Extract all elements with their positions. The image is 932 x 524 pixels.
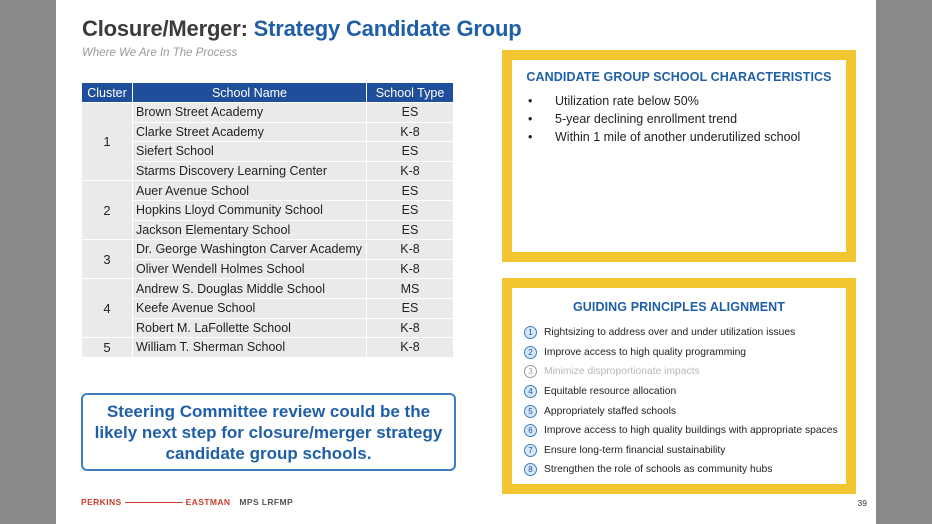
school-name: Brown Street Academy (133, 103, 367, 123)
school-type: ES (367, 181, 454, 201)
characteristic-text: Within 1 mile of another underutilized school (555, 130, 801, 144)
logo-divider (125, 502, 183, 503)
page-number: 39 (857, 498, 867, 508)
list-item (528, 92, 846, 110)
characteristics-box (502, 50, 856, 262)
table-row (82, 279, 454, 299)
characteristic-text: Utilization rate below 50% (555, 94, 699, 108)
school-name: Oliver Wendell Holmes School (133, 259, 367, 279)
list-item (524, 343, 846, 363)
school-type: K-8 (367, 161, 454, 181)
school-type: K-8 (367, 318, 454, 338)
table-row (82, 122, 454, 142)
program-name: MPS LRFMP (239, 497, 294, 507)
list-item-faded (524, 362, 846, 382)
bullet-icon: • (528, 130, 533, 144)
cluster-cell: 5 (82, 338, 133, 358)
table-row (82, 200, 454, 220)
list-item (524, 401, 846, 421)
school-name: Clarke Street Academy (133, 122, 367, 142)
title-part1: Closure/Merger: (82, 16, 248, 41)
slide-title (82, 16, 521, 42)
list-item (524, 421, 846, 441)
principle-text: Improve access to high quality buildings with appropriate spaces (544, 425, 838, 437)
school-name: Auer Avenue School (133, 181, 367, 201)
school-name: Jackson Elementary School (133, 220, 367, 240)
school-type: K-8 (367, 240, 454, 260)
school-type: ES (367, 103, 454, 123)
header-school-name: School Name (133, 83, 367, 103)
table-row (82, 161, 454, 181)
school-type: ES (367, 142, 454, 162)
table-header-row (82, 83, 454, 103)
table-row (82, 181, 454, 201)
school-name: Robert M. LaFollette School (133, 318, 367, 338)
number-circle-icon: 1 (524, 326, 537, 339)
characteristics-title: CANDIDATE GROUP SCHOOL CHARACTERISTICS (526, 70, 832, 84)
school-type: ES (367, 298, 454, 318)
list-item (524, 460, 846, 480)
table-row (82, 259, 454, 279)
characteristic-text: 5-year declining enrollment trend (555, 112, 738, 126)
table-row (82, 220, 454, 240)
school-type: MS (367, 279, 454, 299)
bullet-icon: • (528, 94, 533, 108)
principle-text: Appropriately staffed schools (544, 405, 677, 417)
table-row (82, 338, 454, 358)
principle-text: Equitable resource allocation (544, 386, 677, 398)
principle-text: Improve access to high quality programming (544, 346, 747, 358)
table-row (82, 142, 454, 162)
school-name: Dr. George Washington Carver Academy (133, 240, 367, 260)
principles-title: GUIDING PRINCIPLES ALIGNMENT (572, 300, 786, 314)
cluster-cell: 2 (82, 181, 133, 240)
number-circle-icon: 5 (524, 405, 537, 418)
school-type: ES (367, 200, 454, 220)
principles-list (512, 323, 846, 480)
principle-text: Minimize disproportionate impacts (544, 366, 700, 378)
cluster-cell: 4 (82, 279, 133, 338)
number-circle-icon: 3 (524, 365, 537, 378)
title-part2: Strategy Candidate Group (253, 16, 522, 41)
number-circle-icon: 8 (524, 463, 537, 476)
number-circle-icon: 6 (524, 424, 537, 437)
footer (81, 497, 293, 507)
callout-text: Steering Committee review could be the likely next step for closure/merger strategy candidate group schools. (94, 401, 443, 463)
number-circle-icon: 2 (524, 346, 537, 359)
steering-committee-callout (81, 393, 456, 471)
cluster-cell: 3 (82, 240, 133, 279)
firm-logo-part1: PERKINS (81, 497, 122, 507)
list-item (524, 323, 846, 343)
school-name: Hopkins Lloyd Community School (133, 200, 367, 220)
table-row (82, 240, 454, 260)
list-item (524, 441, 846, 461)
principles-box (502, 278, 856, 494)
firm-logo-part2: EASTMAN (185, 497, 231, 507)
school-type: K-8 (367, 338, 454, 358)
schools-table (81, 82, 454, 358)
school-name: Andrew S. Douglas Middle School (133, 279, 367, 299)
number-circle-icon: 4 (524, 385, 537, 398)
slide-subtitle: Where We Are In The Process (82, 47, 238, 59)
slide (56, 0, 876, 524)
bullet-icon: • (528, 112, 533, 126)
school-name: William T. Sherman School (133, 338, 367, 358)
principle-text: Ensure long-term financial sustainability (544, 444, 726, 456)
cluster-cell: 1 (82, 103, 133, 181)
header-school-type: School Type (367, 83, 454, 103)
principle-text: Strengthen the role of schools as community hubs (544, 464, 773, 476)
school-name: Siefert School (133, 142, 367, 162)
list-item (524, 382, 846, 402)
table-row (82, 318, 454, 338)
list-item (528, 110, 846, 128)
table-row (82, 298, 454, 318)
number-circle-icon: 7 (524, 444, 537, 457)
school-name: Starms Discovery Learning Center (133, 161, 367, 181)
principle-text: Rightsizing to address over and under utilization issues (544, 327, 796, 339)
characteristics-list (512, 92, 846, 146)
school-type: K-8 (367, 122, 454, 142)
school-type: K-8 (367, 259, 454, 279)
school-name: Keefe Avenue School (133, 298, 367, 318)
table-row (82, 103, 454, 123)
school-type: ES (367, 220, 454, 240)
list-item (528, 128, 846, 146)
header-cluster: Cluster (82, 83, 133, 103)
